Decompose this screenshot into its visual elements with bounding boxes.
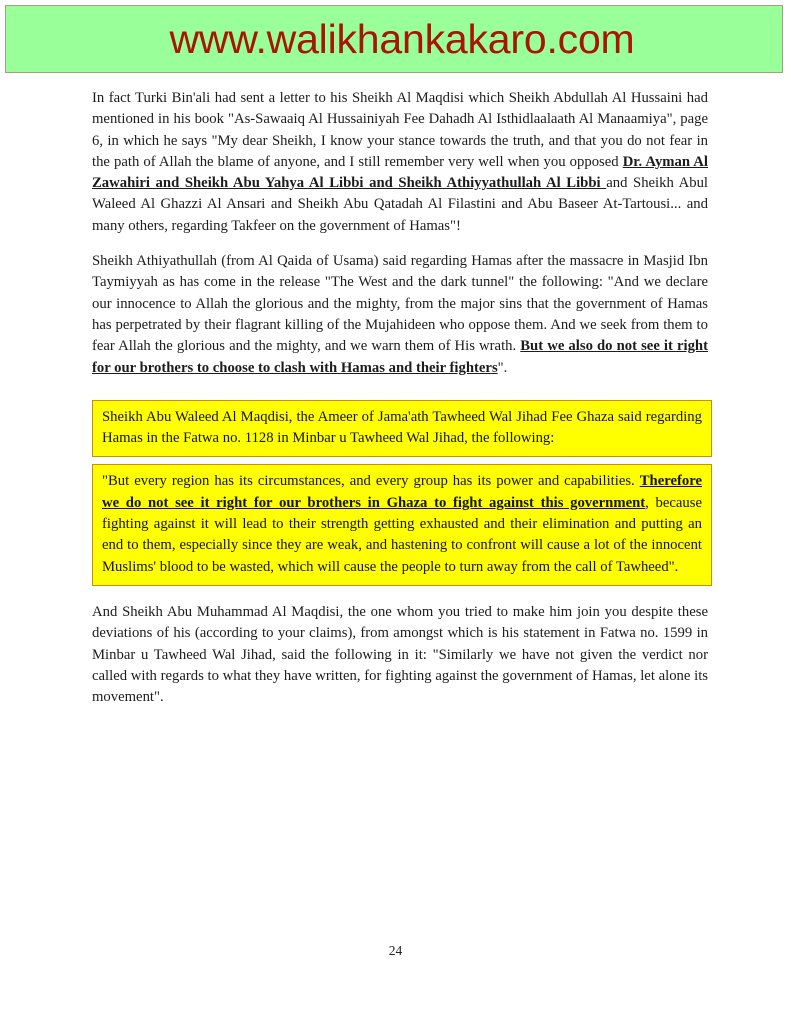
text-run: "But every region has its circumstances, and every group has its power and capabilities. [102,473,640,490]
spacer [92,593,708,602]
paragraph-1 [92,88,708,237]
text-run: , because fighting against it will lead to their strength getting exhausted and their elimination and putting an end to them, especially since they are weak, and hastening to confront will cause a lot of the innocent Muslims' blood to be wasted, which will cause the people to turn away from the call of Tawheed". [102,494,702,575]
page-number: 24 [388,943,403,958]
paragraph-2 [92,251,708,379]
text-run: Sheikh Athiyathullah (from Al Qaida of Usama) said regarding Hamas after the massacre in Masjid Ibn Taymiyyah as has come in the release "The West and the dark tunnel" the following: "And we declare our innocence to Allah the glorious and the mighty, from the major sins that the government of Hamas has perpetrated by their flagrant killing of the Mujahideen who oppose them. And we seek from them to fear Allah the glorious and the mighty, and we warn them of His wrath. [92,253,708,355]
emphasized-text-run: Therefore we do not see it right for our brothers in Ghaza to fight against this government [102,473,702,511]
document-body [92,88,708,708]
spacer [92,393,708,400]
paragraph-3 [92,602,708,708]
highlight-box-2 [92,464,712,585]
highlight-box-2-text [102,471,702,577]
highlight-box-1 [92,400,712,458]
emphasized-text-run: But we also do not see it right for our brothers to choose to clash with Hamas and their fighters [92,338,708,376]
text-run: Sheikh Abu Waleed Al Maqdisi, the Ameer of Jama'ath Tawheed Wal Jihad Fee Ghaza said regarding Hamas in the Fatwa no. 1128 in Minbar u Tawheed Wal Jihad, the following: [102,408,702,447]
text-run: And Sheikh Abu Muhammad Al Maqdisi, the one whom you tried to make him join you despite these deviations of his (according to your claims), from amongst which is his statement in Fatwa no. 1599 in Minbar u Tawheed Wal Jihad, said the following in it: "Similarly we have not given the verdict nor called with regards to what they have written, for fighting against the government of Hamas, let alone its movement". [92,603,708,706]
emphasized-text-run: Dr. Ayman Al Zawahiri and Sheikh Abu Yahya Al Libbi and Sheikh Athiyyathullah Al Libbi [92,153,708,192]
site-url-text: www.walikhankakaro.com [169,15,635,62]
highlight-box-1-text [102,407,702,450]
text-run: ". [497,359,508,376]
text-run: and Sheikh Abul Waleed Al Ghazzi Al Ansari and Sheikh Abu Qatadah Al Filastini and Abu Baseer At-Tartousi... and many others, regarding Takfeer on the government of Hamas"! [92,175,709,234]
site-banner [5,5,783,73]
text-run: In fact Turki Bin'ali had sent a letter to his Sheikh Al Maqdisi which Sheikh Abdullah Al Hussaini had mentioned in his book "As-Sawaaiq Al Hussainiyah Fee Dahadh Al Isthidlaalaath Al Manaamiya", page 6, in which he says "My dear Sheikh, I know your stance towards the truth, and that you do not fear in the path of Allah the blame of anyone, and I still remember very well when you opposed [92,90,708,170]
